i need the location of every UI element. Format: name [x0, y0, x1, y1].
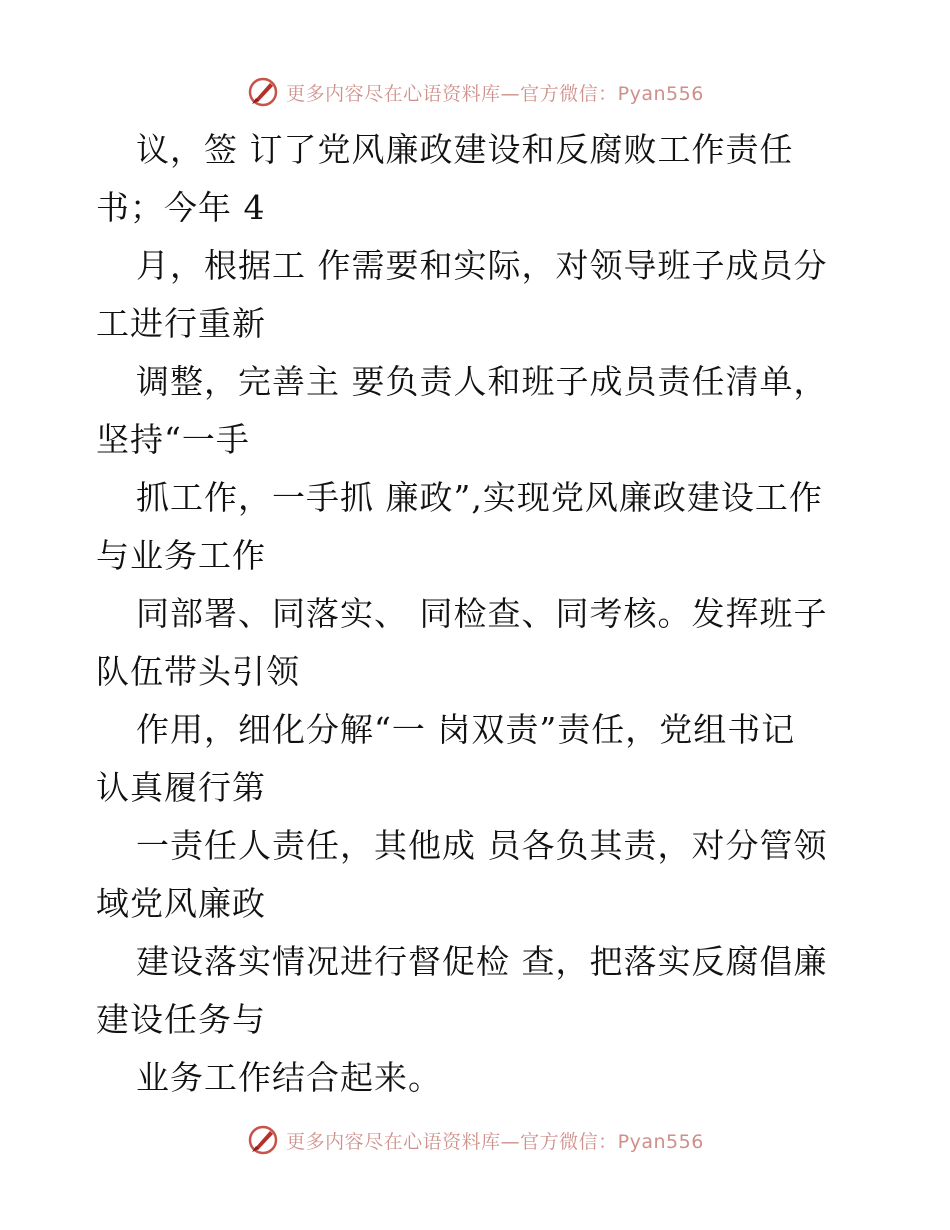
text-line: 书；今年 4 [96, 188, 266, 227]
text-line: 抓工作，一手抓 廉政”,实现党风廉政建设工作 [136, 478, 823, 517]
text-line: 认真履行第 [96, 768, 266, 807]
text-line: 队伍带头引领 [96, 652, 300, 691]
text-line: 调整，完善主 要负责人和班子成员责任清单， [136, 362, 828, 401]
text-line: 与业务工作 [96, 536, 266, 575]
text-line: 业务工作结合起来。 [136, 1058, 442, 1097]
text-line: 坚持“一手 [96, 420, 250, 459]
header-watermark [0, 72, 950, 112]
footer-watermark [0, 1120, 950, 1160]
document-body [96, 121, 876, 1107]
text-line: 一责任人责任，其他成 员各负其责，对分管领 [136, 826, 828, 865]
text-line: 域党风廉政 [96, 884, 266, 923]
quill-pen-logo-icon [246, 75, 280, 109]
watermark-text: 更多内容尽在心语资料库—官方微信：Pyan556 [286, 82, 704, 105]
text-line: 同部署、同落实、 同检查、同考核。发挥班子 [136, 594, 828, 633]
text-line: 议，签 订了党风廉政建设和反腐败工作责任 [136, 130, 794, 169]
text-line: 月，根据工 作需要和实际，对领导班子成员分 [136, 246, 828, 285]
watermark-text: 更多内容尽在心语资料库—官方微信：Pyan556 [286, 1130, 704, 1153]
text-line: 作用，细化分解“一 岗双责”责任，党组书记 [136, 710, 796, 749]
quill-pen-logo-icon [246, 1123, 280, 1157]
text-line: 工进行重新 [96, 304, 266, 343]
text-line: 建设任务与 [96, 1000, 266, 1039]
text-line: 建设落实情况进行督促检 查，把落实反腐倡廉 [136, 942, 828, 981]
